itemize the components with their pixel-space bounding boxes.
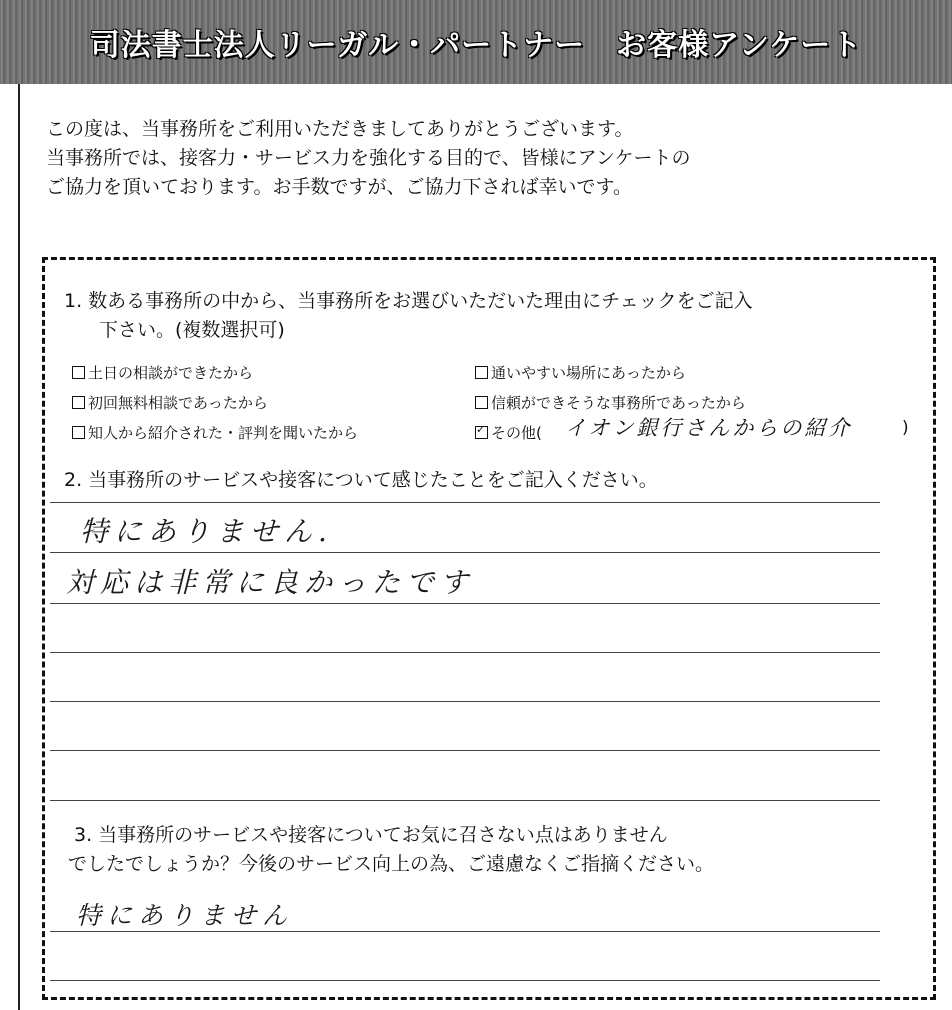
intro-line: 当事務所では、接客力・サービス力を強化する目的で、皆様にアンケートの: [46, 147, 691, 169]
checkbox[interactable]: [72, 396, 85, 409]
answer-line: [50, 980, 880, 981]
checkbox[interactable]: [475, 396, 488, 409]
checkbox-checked[interactable]: [475, 426, 488, 439]
question-1-title-cont: 下さい。(複数選択可): [99, 319, 285, 341]
q1-option-other[interactable]: [475, 422, 542, 443]
option-label: 知人から紹介された・評判を聞いたから: [88, 424, 359, 442]
answer-line: [50, 502, 880, 503]
q1-option-free-consult[interactable]: [72, 392, 268, 413]
answer-line: [50, 800, 880, 801]
answer-line: [50, 603, 880, 604]
option-label: 通いやすい場所にあったから: [491, 364, 686, 382]
q2-handwritten-answer-2: 対応は非常に良かったです: [66, 566, 475, 599]
q1-option-location[interactable]: [475, 362, 686, 383]
option-label: 初回無料相談であったから: [88, 394, 268, 412]
intro-text: [46, 115, 690, 202]
answer-line: [50, 552, 880, 553]
option-label: 土日の相談ができたから: [88, 364, 254, 382]
question-2-title: 2. 当事務所のサービスや接客について感じたことをご記入ください。: [64, 469, 658, 491]
q3-handwritten-answer: 特にありません: [76, 901, 294, 930]
question-3: [68, 821, 715, 879]
q1-option-weekend[interactable]: [72, 362, 253, 383]
intro-line: ご協力を頂いております。お手数ですが、ご協力下されば幸いです。: [46, 176, 632, 198]
left-border-line: [18, 84, 20, 1010]
checkbox[interactable]: [72, 366, 85, 379]
question-1: [64, 287, 753, 345]
answer-line: [50, 652, 880, 653]
checkbox[interactable]: [475, 366, 488, 379]
q1-option-referral[interactable]: [72, 422, 358, 443]
question-3-title-cont: でしたでしょうか？今後のサービス向上の為、ご遠慮なくご指摘ください。: [68, 853, 715, 875]
survey-header: [0, 0, 952, 84]
other-handwritten-answer: イオン銀行さんからの紹介: [565, 416, 853, 440]
other-close-paren: ): [902, 418, 909, 438]
option-label: その他(: [491, 424, 542, 442]
checkbox[interactable]: [72, 426, 85, 439]
q2-handwritten-answer-1: 特にありません.: [80, 515, 333, 548]
intro-line: この度は、当事務所をご利用いただきましてありがとうございます。: [46, 118, 634, 140]
answer-line: [50, 750, 880, 751]
answer-line: [50, 701, 880, 702]
survey-title: 司法書士法人リーガル・パートナー お客様アンケート: [89, 28, 863, 63]
answer-line: [50, 931, 880, 932]
option-label: 信頼ができそうな事務所であったから: [491, 394, 746, 412]
question-3-title: 3. 当事務所のサービスや接客についてお気に召さない点はありません: [74, 824, 668, 846]
q1-option-trust[interactable]: [475, 392, 746, 413]
question-1-title: 1. 数ある事務所の中から、当事務所をお選びいただいた理由にチェックをご記入: [64, 290, 753, 312]
